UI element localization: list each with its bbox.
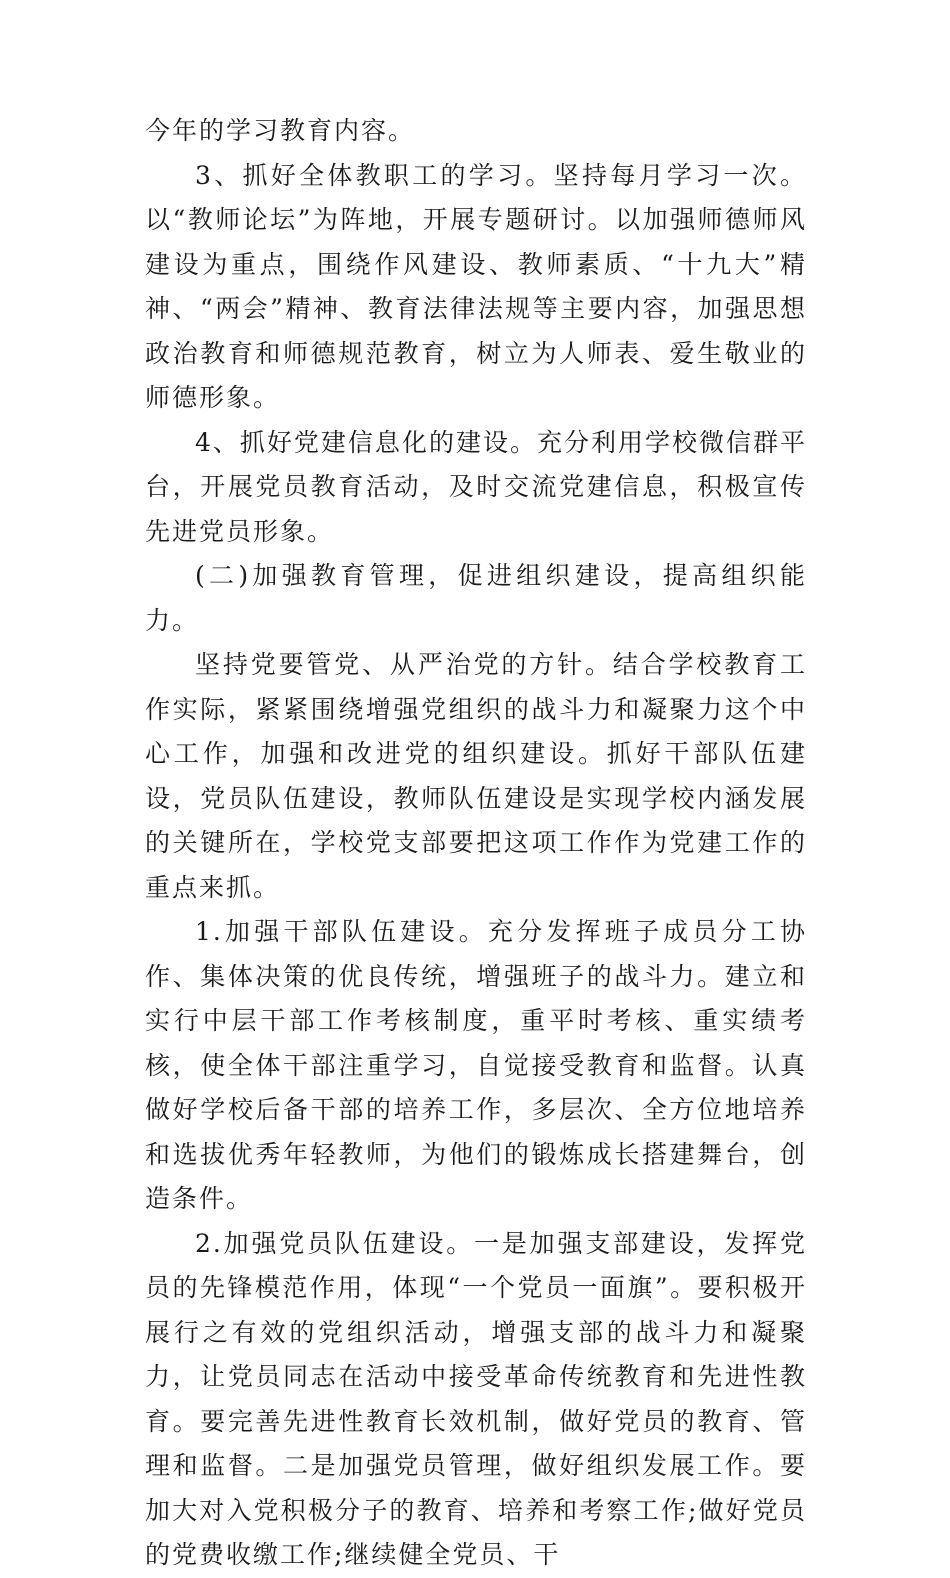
paragraph-party-discipline: 坚持党要管党、从严治党的方针。结合学校教育工作实际，紧紧围绕增强党组织的战斗力和凝聚力这个中心工作，加强和改进党的组织建设。抓好干部队伍建设，党员队伍建设，教师队伍建设是实现学校内涵发展的关键所在，学校党支部要把这项工作作为党建工作的重点来抓。 [145, 650, 807, 902]
paragraph-continuation: 今年的学习教育内容。 [145, 116, 416, 145]
paragraph-informatization: 4、抓好党建信息化的建设。充分利用学校微信群平台，开展党员教育活动，及时交流党建信息，积极宣传先进党员形象。 [145, 427, 807, 546]
paragraph-cadre-team: 1.加强干部队伍建设。充分发挥班子成员分工协作、集体决策的优良传统，增强班子的战斗力。建立和实行中层干部工作考核制度，重平时考核、重实绩考核，使全体干部注重学习，自觉接受教育和监督。认真做好学校后备干部的培养工作，多层次、全方位地培养和选拔优秀年轻教师，为他们的锻炼成长搭建舞台，创造条件。 [145, 917, 807, 1213]
paragraph-member-team: 2.加强党员队伍建设。一是加强支部建设，发挥党员的先锋模范作用，体现“一个党员一面旗”。要积极开展行之有效的党组织活动，增强支部的战斗力和凝聚力，让党员同志在活动中接受革命传统教育和先进性教育。要完善先进性教育长效机制，做好党员的教育、管理和监督。二是加强党员管理，做好组织发展工作。要加大对入党积极分子的教育、培养和考察工作;做好党员的党费收缴工作;继续健全党员、干 [145, 1228, 807, 1569]
paragraph-staff-study: 3、抓好全体教职工的学习。坚持每月学习一次。以“教师论坛”为阵地，开展专题研讨。以加强师德师风建设为重点，围绕作风建设、教师素质、“十九大”精神、“两会”精神、教育法律法规等主要内容，加强思想政治教育和师德规范教育，树立为人师表、爱生敬业的师德形象。 [145, 160, 807, 412]
document-body [145, 109, 807, 1578]
section-heading-education-management: (二)加强教育管理，促进组织建设，提高组织能力。 [145, 561, 807, 635]
